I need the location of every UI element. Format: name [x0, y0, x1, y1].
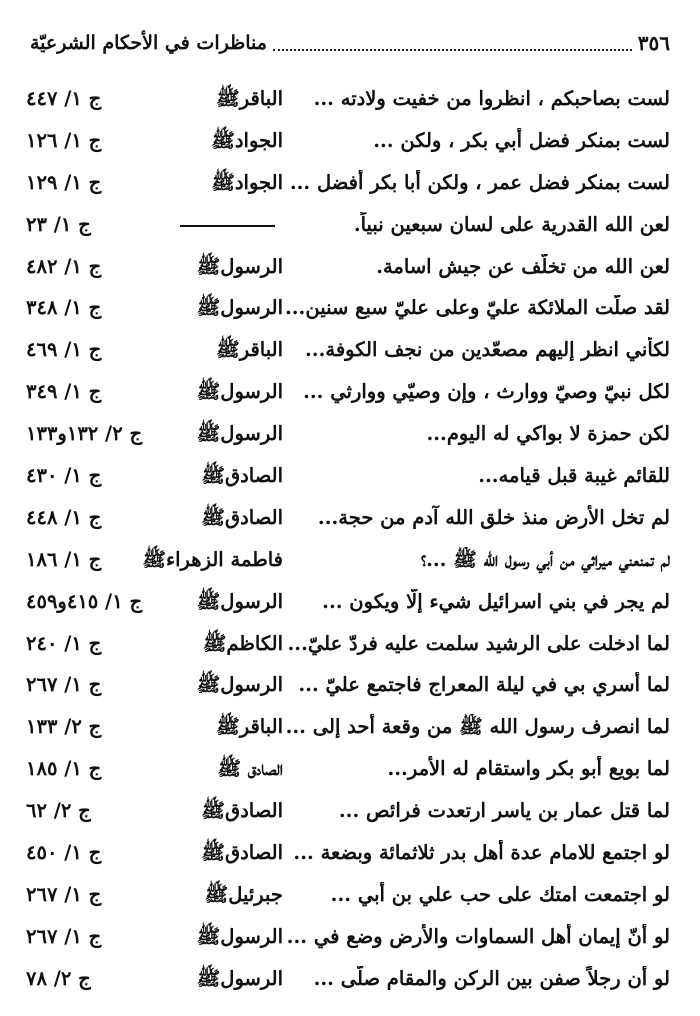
entry-reference: ج ١/ ٤٦٩	[26, 338, 102, 362]
entry-quote: لم تمنعني ميراثي من أبي رسول الله ﷺ ...؟	[420, 547, 670, 571]
entry-quote: لكن حمزة لا بواكي له اليوم...	[426, 422, 670, 446]
entry-speaker: الباقرﷺ	[216, 715, 283, 739]
index-entry	[0, 832, 700, 874]
index-entry	[0, 78, 700, 120]
entry-reference: ج ١/ ٤٤٨	[26, 505, 102, 529]
index-entry	[0, 874, 700, 916]
entry-speaker: الباقرﷺ	[216, 338, 283, 362]
entry-reference: ج ١/ ٢٣	[26, 212, 91, 236]
header-dotted-leader	[273, 35, 632, 51]
entry-quote: لما انصرف رسول الله ﷺ من وقعة أحد إلى ...	[285, 715, 670, 739]
index-entry	[0, 204, 700, 246]
entry-speaker: الرسولﷺ	[196, 589, 283, 613]
entry-reference: ج ١/ ٢٦٧	[26, 882, 102, 906]
entry-speaker: الكاظمﷺ	[202, 631, 283, 655]
index-entry	[0, 748, 700, 790]
entry-quote: لست بمنكر فضل أبي بكر ، ولكن ...	[373, 128, 670, 152]
entry-speaker: الصادق ﷺ	[217, 757, 283, 781]
entry-speaker: الصادقﷺ	[201, 799, 283, 823]
index-entry	[0, 162, 700, 204]
entry-speaker: الرسولﷺ	[196, 254, 283, 278]
entry-quote: لو اجتمع للامام عدة أهل بدر ثلاثمائة وبضعة ...	[293, 841, 670, 865]
entry-speaker: الرسولﷺ	[196, 422, 283, 446]
entry-speaker: الجوادﷺ	[211, 170, 283, 194]
entry-reference: ج ١/ ٢٦٧	[26, 924, 102, 948]
entry-speaker: الباقرﷺ	[216, 87, 283, 110]
entry-speaker: فاطمة الزهراءﷺ	[142, 547, 283, 571]
entry-reference: ج ١/ ٤١٥و٤٥٩	[26, 589, 143, 613]
entry-quote: لما أُسري بي في ليلة المعراج فاجتمع عليّ ...	[298, 673, 670, 697]
index-entry	[0, 120, 700, 162]
index-entry	[0, 581, 700, 623]
index-entry	[0, 623, 700, 665]
entry-reference: ج ١/ ٤٣٠	[26, 464, 102, 488]
index-entry	[0, 413, 700, 455]
entry-quote: لعن الله من تخلّف عن جيش اسامة.	[376, 254, 670, 278]
index-entry	[0, 706, 700, 748]
entry-reference: ج ١/ ١٢٦	[26, 128, 102, 152]
entry-speaker: الرسولﷺ	[196, 924, 283, 948]
entry-speaker: جبرئيلﷺ	[204, 882, 283, 906]
index-entry	[0, 958, 700, 1000]
index-entry	[0, 497, 700, 539]
entry-quote: لو أنّ إيمان أهل السماوات والأرض وضع في ...	[286, 924, 670, 948]
entry-quote: لم تخل الأرض منذ خلق الله آدم من حجة...	[317, 505, 670, 529]
entry-quote: لكأني انظر إليهم مصعّدين من نجف الكوفة...	[305, 338, 670, 362]
index-entry	[0, 287, 700, 329]
index-entry	[0, 246, 700, 288]
entry-reference: ج ١/ ٤٨٢	[26, 254, 102, 278]
entry-reference: ج ١/ ٣٤٨	[26, 296, 102, 320]
entry-reference: ج ١/ ١٨٥	[26, 757, 102, 781]
entry-reference: ج ٢/ ١٣٣	[26, 715, 102, 739]
entry-quote: لكل نبيّ وصيّ ووارث ، وإن وصيّي ووارثي ...	[303, 380, 670, 404]
entry-quote: لو أن رجلاً صفن بين الركن والمقام صلّى ...	[313, 966, 670, 990]
entry-speaker: الرسولﷺ	[196, 966, 283, 990]
entry-reference: ج ١/ ٣٤٩	[26, 380, 102, 404]
entry-reference: ج ٢/ ٧٨	[26, 966, 91, 990]
index-entry	[0, 664, 700, 706]
entry-quote: لم يجر في بني اسرائيل شيء إلّا ويكون ...	[322, 589, 670, 613]
page-header	[30, 28, 670, 58]
page-number: ٣٥٦	[637, 31, 670, 55]
entry-reference: ج ١/ ١٨٦	[26, 547, 102, 571]
entry-reference: ج ١/ ٢٤٠	[26, 631, 102, 655]
index-entry	[0, 371, 700, 413]
entry-reference: ج ١/ ١٢٩	[26, 170, 102, 194]
entry-speaker: الصادقﷺ	[201, 841, 283, 865]
entry-reference: ج ١/ ٢٦٧	[26, 673, 102, 697]
entry-reference: ج ١/ ٤٤٧	[26, 87, 102, 110]
entry-quote: لست بصاحبكم ، انظروا من خفيت ولادته ...	[313, 87, 670, 110]
entry-speaker: الرسولﷺ	[196, 296, 283, 320]
index-entry	[0, 539, 700, 581]
index-entry	[0, 790, 700, 832]
entry-quote: لعن الله القدرية على لسان سبعين نبياً.	[353, 212, 670, 236]
entry-quote: للقائم غيبة قبل قيامه...	[478, 464, 670, 488]
quote-index-list	[0, 78, 700, 1000]
index-entry	[0, 455, 700, 497]
entry-reference: ج ١/ ٤٥٠	[26, 841, 102, 865]
entry-speaker: الرسولﷺ	[196, 673, 283, 697]
entry-speaker: الرسولﷺ	[196, 380, 283, 404]
index-entry	[0, 916, 700, 958]
running-title: مناظرات في الأحكام الشرعيّة	[30, 32, 267, 54]
entry-speaker: الصادقﷺ	[201, 505, 283, 529]
entry-quote: لو اجتمعت امتك على حب علي بن أبي ...	[330, 882, 670, 906]
entry-speaker: الصادقﷺ	[201, 464, 283, 488]
entry-quote: لقد صلّت الملائكة عليّ وعلى عليّ سبع سنين...	[285, 296, 670, 320]
entry-quote: لست بمنكر فضل عمر ، ولكن أبا بكر أفضل ...	[289, 170, 670, 194]
entry-reference: ج ٢/ ٦٢	[26, 799, 91, 823]
index-entry	[0, 329, 700, 371]
entry-quote: لما قتل عمار بن ياسر ارتعدت فرائص ...	[338, 799, 670, 823]
entry-speaker: الجوادﷺ	[211, 128, 283, 152]
entry-quote: لما ادخلت على الرشيد سلمت عليه فردّ عليّ...	[287, 631, 670, 655]
entry-quote: لما بويع أبو بكر واستقام له الأمر...	[387, 757, 670, 781]
entry-reference: ج ٢/ ١٣٢و١٣٣	[26, 422, 143, 446]
no-speaker-dash	[180, 225, 275, 227]
